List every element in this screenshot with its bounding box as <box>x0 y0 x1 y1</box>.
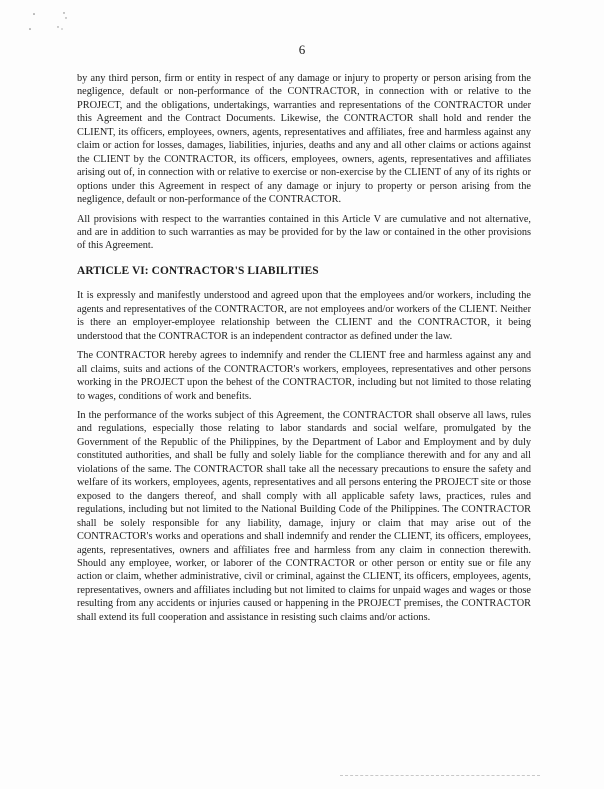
article-heading: ARTICLE VI: CONTRACTOR'S LIABILITIES <box>77 264 319 277</box>
bottom-scan-line <box>340 775 540 777</box>
page-number: 6 <box>298 42 306 57</box>
paragraph-compliance-laws: In the performance of the works subject of this Agreement, the CONTRACTOR shall observe all laws, rules and regulations, especially those relating to labor standards and social welfare, promulgated by the Government of the Republic of the Philippines, by the Department of Labor and Employment and by duly constituted authorities, and shall be fully and solely liable for the compliance therewith and for any and all violations of the same. The CONTRACTOR shall take all the necessary precautions to ensure the safety and welfare of its workers, employees, agents, representatives and all persons entering the PROJECT site or those exposed to the dangers thereof, and shall comply with all applicable safety laws, practices, rules and regulations, including but not limited to the National Building Code of the Philippines. The CONTRACTOR shall be solely responsible for any liability, damage, injury or claim that may arise out of the CONTRACTOR's works and operations and shall indemnify and render the CLIENT, its officers, employees, agents, representatives, owners and affiliates free and harmless from any claim in connection therewith. Should any employee, worker, or laborer of the CONTRACTOR or other person or entity sue or file any action or claim, whether administrative, civil or criminal, against the CLIENT, its officers, employees, agents, representatives, owners and affiliates including but not limited to claims for unpaid wages and wages or those resulting from any accidents or injuries caused or happening in the PROJECT premises, the CONTRACTOR shall extend its full cooperation and assistance in resisting such claims and/or actions. <box>77 409 531 623</box>
paragraph-continuation: by any third person, firm or entity in respect of any damage or injury to property or person arising from the negligence, default or non-performance of the CONTRACTOR, in connection with or relative to the PROJECT, and the obligations, undertakings, warranties and representations of the CONTRACTOR under this Agreement and the Contract Documents. Likewise, the CONTRACTOR shall hold and render the CLIENT, its officers, employees, owners, agents, representatives and affiliates, free and harmless against any claim or action for losses, damages, liabilities, injuries, deaths and any and all other claims or actions against the CLIENT by the CONTRACTOR, its officers, employees, owners, agents, representatives and affiliates arising out of, in connection with or relative to exercise or non-exercise by the CLIENT of any of its rights or options under this Agreement in respect of any damage or injury to property or person arising from the negligence, default or non-performance of the CONTRACTOR. <box>77 73 531 206</box>
scan-speck-marks <box>28 10 78 34</box>
body-text <box>77 72 531 630</box>
paragraph-indemnify-client: The CONTRACTOR hereby agrees to indemnify and render the CLIENT free and harmless against any and all claims, suits and actions of the CONTRACTOR's workers, employees, representatives and other persons working in the PROJECT upon the behest of the CONTRACTOR, including but not limited to those relating to wages, conditions of work and benefits. <box>77 350 531 402</box>
paragraph-warranties-cumulative: All provisions with respect to the warranties contained in this Article V are cumulative and not alternative, and are in addition to such warranties as may be provided for by the law or contained in the other provisions of this Agreement. <box>77 213 531 252</box>
paragraph-no-employer-relationship: It is expressly and manifestly understood and agreed upon that the employees and/or workers, including the agents and representatives of the CONTRACTOR, are not employees and/or workers of the CLIENT. Neither is there an employer-employee relationship between the CLIENT and the CONTRACTOR, it being understood that the CONTRACTOR is an independent contractor as defined under the law. <box>77 290 531 342</box>
